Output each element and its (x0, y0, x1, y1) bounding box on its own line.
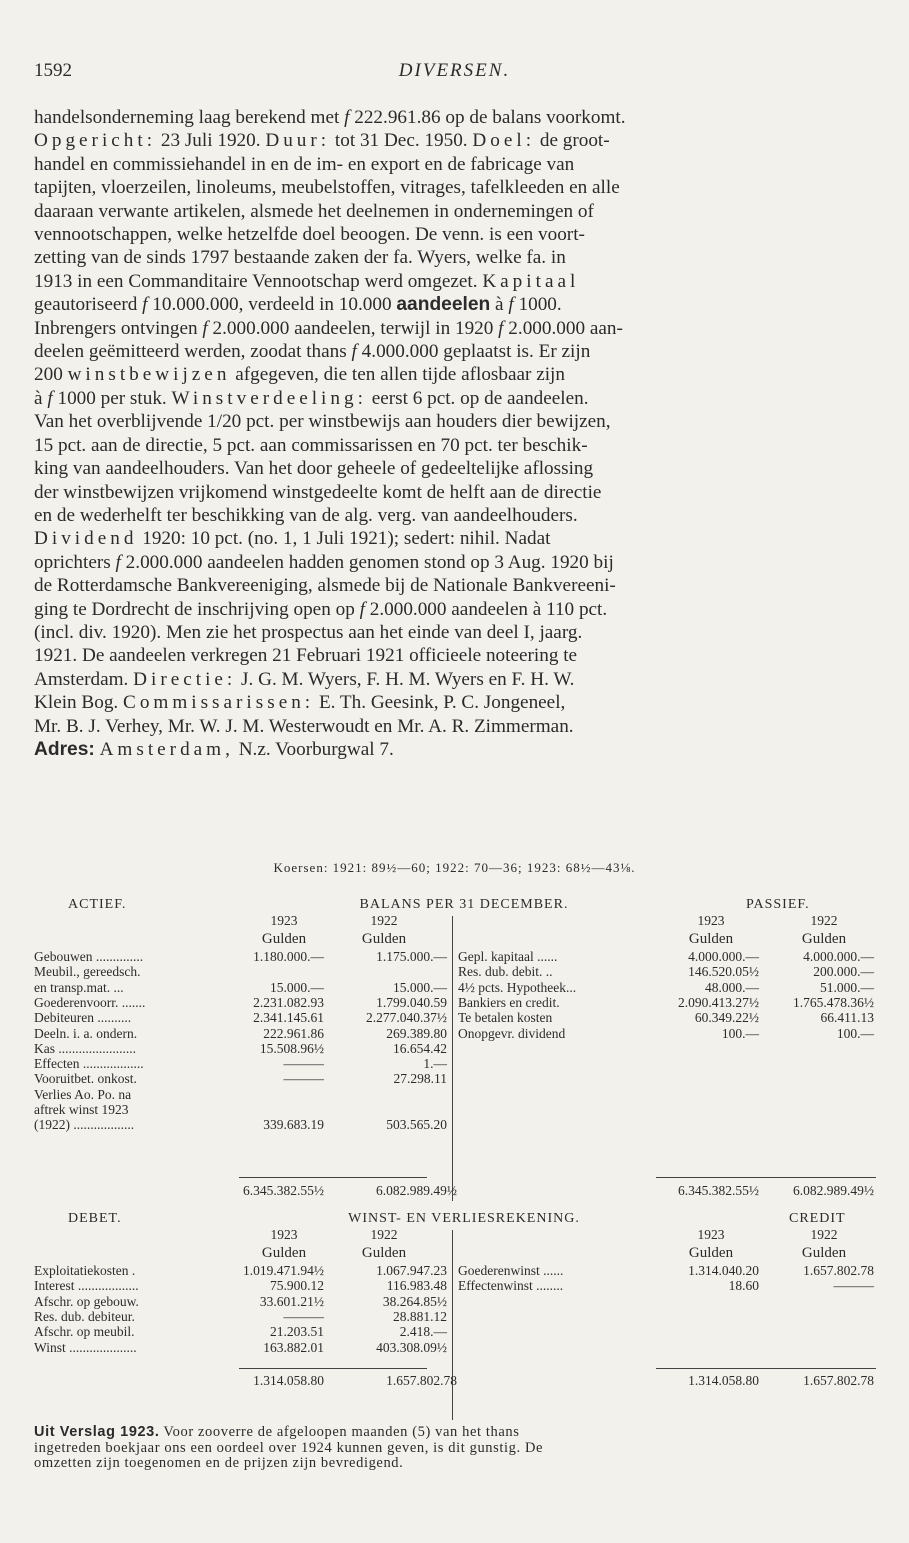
text-run: 23 Juli 1920. (156, 130, 266, 152)
koersen-line: Koersen: 1921: 89½—60; 1922: 70—36; 1923: 68½—43⅛. (273, 860, 636, 875)
left-row-label: Vooruitbet. onkost. (34, 1071, 137, 1087)
balans-right-unit-b: Gulden (801, 931, 847, 947)
left-row-label: Interest .................. (34, 1278, 139, 1294)
right-row-value-b: 51.000.— (820, 979, 874, 995)
winst-verlies-table (34, 1212, 876, 1412)
left-row-label: Res. dub. debiteur. (34, 1308, 135, 1324)
winst-right-unit-a: Gulden (688, 1245, 734, 1261)
text-run: handelsonderneming laag berekend met (34, 107, 345, 128)
right-row-label: Te betalen kosten (458, 1010, 553, 1026)
right-row-label: Gepl. kapitaal ...... (458, 949, 558, 964)
right-row-label: Goederenwinst ...... (458, 1263, 564, 1278)
text-run: de Rotterdamsche Bankvereeniging, alsmede bij de Nationale Bankvereeni- (34, 575, 616, 597)
company-description (34, 106, 876, 761)
winst-right-unit-b: Gulden (801, 1245, 847, 1261)
text-run: N.z. Voorburgwal 7. (233, 738, 394, 760)
text-run: Mr. B. J. Verhey, Mr. W. J. M. Westerwoudt en Mr. A. R. Zimmerman. (34, 715, 574, 737)
body-line (34, 106, 876, 129)
right-row-label: Effectenwinst ........ (458, 1278, 564, 1294)
winst-left-unit-a: Gulden (261, 1245, 307, 1261)
left-row-value-b: 403.308.09½ (376, 1339, 447, 1355)
text-run: ging te Dordrecht de inschrijving open op (34, 598, 360, 620)
left-row-value-a: 21.203.51 (270, 1324, 324, 1340)
spaced-heading: Doel: (472, 130, 536, 152)
text-run: Van het overblijvende 1/20 pct. per winstbewijs aan houders dier bewijzen, (34, 411, 611, 433)
winst-debet-label: DEBET. (68, 1211, 122, 1226)
left-row-label: Effecten .................. (34, 1056, 144, 1072)
left-row-value-a: 1.180.000.— (253, 949, 324, 964)
verslag-line-3: omzetten zijn toegenomen en de prijzen zijn bevredigend. (34, 1455, 404, 1471)
left-row-label: Verlies Ao. Po. na (34, 1086, 132, 1102)
left-row-label: Winst .................... (34, 1339, 137, 1355)
verslag-lead: Uit Verslag 1923. (34, 1424, 160, 1440)
text-run: 15 pct. aan de directie, 5 pct. aan commissarissen en 70 pct. ter beschik- (34, 434, 588, 456)
body-line (34, 738, 876, 761)
right-row-label: Bankiers en credit. (458, 994, 560, 1010)
balans-left-year-b: 1922 (370, 913, 398, 928)
winst-left-year-a: 1923 (270, 1227, 298, 1242)
text-run: 2.000.000 aandeelen hadden genomen stond op 3 Aug. 1920 bij (120, 551, 614, 573)
text-run: king van aandeelhouders. Van het door geheele of gedeeltelijke aflossing (34, 458, 594, 480)
text-run: geautoriseerd (34, 294, 143, 316)
right-row-value-a: 48.000.— (705, 979, 759, 995)
left-row-value-b: 116.983.48 (386, 1278, 447, 1294)
winst-right-total-rule (656, 1368, 876, 1369)
left-row-value-b: 38.264.85½ (382, 1293, 447, 1309)
body-line (34, 668, 876, 691)
body-line (34, 223, 876, 246)
balans-right-unit-a: Gulden (688, 931, 734, 947)
text-run: f (202, 317, 208, 339)
right-row-value-b: 1.765.478.36½ (793, 994, 874, 1010)
body-line (34, 410, 876, 433)
right-row-value-a: 4.000.000.— (688, 949, 759, 964)
running-head (34, 60, 875, 90)
balans-right-total-rule (656, 1177, 876, 1178)
text-run: 222.961.86 op de balans voorkomt. (349, 107, 626, 128)
spaced-heading: Kapitaal (482, 270, 580, 292)
body-line (34, 129, 876, 152)
body-line (34, 481, 876, 504)
text-run: f (47, 387, 53, 409)
text-run: f (344, 107, 350, 128)
balans-title: BALANS PER 31 DECEMBER. (359, 897, 569, 912)
body-line (34, 457, 876, 480)
right-row-value-a: 18.60 (728, 1278, 759, 1294)
left-total-a: 6.345.382.55½ (243, 1183, 324, 1198)
text-run: 1920: 10 pct. (no. 1, 1 Juli 1921); sedert: nihil. Nadat (137, 528, 551, 550)
right-row-label: Onopgevr. dividend (458, 1025, 566, 1041)
text-run: tapijten, vloerzeilen, linoleums, meubelstoffen, vitrages, tafelkleeden en alle (34, 177, 620, 199)
text-run: deelen geëmitteerd werden, zoodat thans (34, 341, 352, 363)
text-run: 200 (34, 364, 68, 386)
text-run: vennootschappen, welke hetzelfde doel beoogen. De venn. is een voort- (34, 224, 585, 246)
left-row-label: Deeln. i. a. ondern. (34, 1025, 138, 1041)
left-row-value-b: 2.418.— (399, 1324, 447, 1340)
right-row-value-a: 2.090.413.27½ (678, 994, 759, 1010)
text-run: eerst 6 pct. op de aandeelen. (366, 387, 589, 409)
spaced-heading: Opgericht: (34, 130, 157, 152)
body-line (34, 527, 876, 550)
text-run: Klein Bog. (34, 692, 124, 714)
page-number: 1592 (34, 60, 72, 81)
left-row-value-a: 2.231.082.93 (253, 994, 324, 1010)
body-line (34, 691, 876, 714)
text-run: Amsterdam. (34, 668, 134, 690)
verslag-text: Voor zooverre de afgeloopen maanden (5) van het thans (159, 1424, 520, 1440)
text-run: handel en commissiehandel in en de im- en export en de fabricage van (34, 153, 575, 175)
left-row-label: Afschr. op meubil. (34, 1324, 135, 1340)
body-line (34, 715, 876, 738)
body-line (34, 340, 876, 363)
balans-right-year-a: 1923 (697, 913, 725, 928)
left-row-value-a: 1.019.471.94½ (243, 1263, 324, 1278)
left-row-value-b: 1.799.040.59 (376, 994, 447, 1010)
left-row-value-b: 16.654.42 (393, 1040, 447, 1056)
left-row-label: aftrek winst 1923 (34, 1102, 129, 1117)
balans-divider (452, 916, 453, 1201)
balans-passief-label: PASSIEF. (746, 897, 810, 912)
spaced-heading: Duur: (265, 130, 331, 152)
text-run: E. Th. Geesink, P. C. Jongeneel, (314, 692, 566, 714)
body-line (34, 551, 876, 574)
text-run: daaraan verwante artikelen, alsmede het deelnemen in ondernemingen of (34, 200, 594, 222)
spaced-heading: Dividend (34, 528, 138, 550)
running-title: DIVERSEN. (398, 60, 511, 81)
left-row-value-a: 163.882.01 (263, 1339, 324, 1355)
text-run: Inbrengers ontvingen (34, 317, 203, 339)
text-run: 2.000.000 aandeelen, terwijl in 1920 (207, 317, 499, 339)
text-run: f (142, 294, 148, 316)
balans-left-unit-a: Gulden (261, 931, 307, 947)
text-run: afgegeven, die ten allen tijde aflosbaar zijn (230, 364, 565, 386)
right-row-value-a: 100.— (721, 1025, 759, 1041)
body-line (34, 200, 876, 223)
spaced-heading: Directie: (133, 668, 237, 690)
winst-title: WINST- EN VERLIESREKENING. (348, 1211, 580, 1226)
text-run: f (115, 551, 121, 573)
body-line (34, 270, 876, 293)
left-row-value-a: 33.601.21½ (259, 1293, 324, 1309)
left-row-value-b: 1.— (423, 1056, 447, 1072)
text-run: 2.000.000 aan- (503, 317, 623, 339)
text-run: der winstbewijzen vrijkomend winstgedeelte komt de helft aan de directie (34, 481, 602, 503)
text-run: zetting van de sinds 1797 bestaande zaken der fa. Wyers, welke fa. in (34, 247, 566, 269)
winst-left-year-b: 1922 (370, 1227, 398, 1242)
right-row-value-a: 146.520.05½ (688, 964, 759, 980)
left-row-value-a: 222.961.86 (263, 1025, 324, 1041)
body-line (34, 504, 876, 527)
right-row-label: 4½ pcts. Hypotheek... (458, 979, 577, 995)
body-line (34, 176, 876, 199)
text-run: 2.000.000 aandeelen à 110 pct. (364, 598, 608, 620)
text-run: f (351, 341, 357, 363)
left-row-value-b: 28.881.12 (393, 1308, 447, 1324)
body-line (34, 317, 876, 340)
text-run: en de wederhelft ter beschikking van de alg. verg. van aandeelhouders. (34, 504, 578, 526)
body-line (34, 621, 876, 644)
left-row-label: Kas ....................... (34, 1040, 136, 1056)
text-run: f (498, 317, 504, 339)
text-run: 1913 in een Commanditaire Vennootschap werd omgezet. (34, 270, 483, 292)
left-row-label: Goederenvoorr. ....... (34, 994, 146, 1010)
text-run: oprichters (34, 551, 116, 573)
balans-actief-label: ACTIEF. (68, 897, 127, 912)
left-row-value-a: 339.683.19 (263, 1117, 324, 1133)
winst-divider (452, 1230, 453, 1420)
left-row-value-a: 15.000.— (270, 979, 324, 995)
left-row-value-a: 2.341.145.61 (253, 1010, 324, 1026)
right-total-a: 1.314.058.80 (688, 1373, 759, 1388)
right-total-b: 1.657.802.78 (803, 1373, 874, 1388)
verslag-paragraph (34, 1425, 876, 1472)
body-line (34, 387, 876, 410)
right-total-a: 6.345.382.55½ (678, 1183, 759, 1198)
bold-term: Adres: (34, 738, 95, 760)
left-row-label: Afschr. op gebouw. (34, 1293, 139, 1309)
left-row-value-b: 2.277.040.37½ (366, 1010, 447, 1026)
body-line (34, 153, 876, 176)
left-total-b: 1.657.802.78 (386, 1373, 457, 1388)
balans-right-year-b: 1922 (810, 913, 838, 928)
left-row-label: en transp.mat. ... (34, 979, 124, 995)
left-row-label: Debiteuren .......... (34, 1010, 132, 1026)
right-row-value-b: ——— (833, 1278, 874, 1294)
balans-left-year-a: 1923 (270, 913, 298, 928)
left-row-label: Gebouwen .............. (34, 949, 144, 964)
body-line (34, 434, 876, 457)
right-row-value-a: 1.314.040.20 (688, 1263, 759, 1278)
spaced-heading: Commissarissen: (123, 692, 315, 714)
winst-left-unit-b: Gulden (361, 1245, 407, 1261)
spaced-heading: winstbewijzen (67, 364, 231, 386)
verslag-line-1 (34, 1425, 876, 1441)
body-line (34, 363, 876, 386)
verslag-line-2: ingetreden boekjaar ons een oordeel over 1924 kunnen geven, is dit gunstig. De (34, 1439, 544, 1456)
balans-table (34, 898, 876, 1198)
text-run: 1921. De aandeelen verkregen 21 Februari 1921 officieele noteering te (34, 645, 578, 667)
winst-right-year-a: 1923 (697, 1227, 725, 1242)
body-line (34, 293, 876, 316)
right-row-value-b: 200.000.— (813, 964, 874, 980)
body-line (34, 246, 876, 269)
left-row-value-b: 503.565.20 (386, 1117, 447, 1133)
left-row-value-a: ——— (283, 1071, 324, 1087)
left-row-value-b: 27.298.11 (393, 1071, 447, 1087)
left-row-value-a: 75.900.12 (270, 1278, 324, 1294)
left-row-value-a: 15.508.96½ (259, 1040, 324, 1056)
body-line (34, 598, 876, 621)
text-run: de groot- (535, 130, 610, 152)
body-line (34, 574, 876, 597)
winst-left-total-rule (239, 1368, 427, 1369)
right-row-value-b: 1.657.802.78 (803, 1263, 874, 1278)
left-row-value-b: 269.389.80 (386, 1025, 447, 1041)
right-row-value-b: 100.— (836, 1025, 874, 1041)
text-run: f (508, 294, 514, 316)
left-row-label: Exploitatiekosten . (34, 1263, 136, 1278)
text-run: 1000 per stuk. (52, 387, 172, 409)
left-total-b: 6.082.989.49½ (376, 1183, 457, 1198)
text-run: 1000. (513, 294, 562, 316)
left-row-value-b: 1.067.947.23 (376, 1263, 447, 1278)
left-row-value-b: 15.000.— (393, 979, 447, 995)
winst-credit-label: CREDIT (789, 1211, 846, 1226)
left-row-label: (1922) .................. (34, 1117, 135, 1133)
left-total-a: 1.314.058.80 (253, 1373, 324, 1388)
text-run: tot 31 Dec. 1950. (330, 130, 473, 152)
text-run: 4.000.000 geplaatst is. Er zijn (356, 341, 591, 363)
text-run: à (490, 294, 509, 316)
text-run: à (34, 387, 48, 409)
right-row-label: Res. dub. debit. .. (458, 964, 553, 980)
left-row-value-b: 1.175.000.— (376, 949, 447, 964)
right-row-value-b: 66.411.13 (820, 1010, 874, 1026)
bold-term: aandeelen (396, 294, 491, 316)
text-run: J. G. M. Wyers, F. H. M. Wyers en F. H. W. (236, 668, 575, 690)
right-total-b: 6.082.989.49½ (793, 1183, 874, 1198)
text-run: 10.000.000, verdeeld in 10.000 (147, 294, 397, 316)
winst-right-year-b: 1922 (810, 1227, 838, 1242)
spaced-heading: Winstverdeeling: (171, 387, 367, 409)
text-run: (incl. div. 1920). Men zie het prospectus aan het einde van deel I, jaarg. (34, 621, 583, 643)
left-row-value-a: ——— (283, 1056, 324, 1072)
balans-left-unit-b: Gulden (361, 931, 407, 947)
balans-left-total-rule (239, 1177, 427, 1178)
right-row-value-b: 4.000.000.— (803, 949, 874, 964)
left-row-value-a: ——— (283, 1308, 324, 1324)
body-line (34, 644, 876, 667)
spaced-heading: Amsterdam, (99, 738, 234, 760)
left-row-label: Meubil., gereedsch. (34, 964, 141, 980)
text-run: f (359, 598, 365, 620)
right-row-value-a: 60.349.22½ (694, 1010, 759, 1026)
